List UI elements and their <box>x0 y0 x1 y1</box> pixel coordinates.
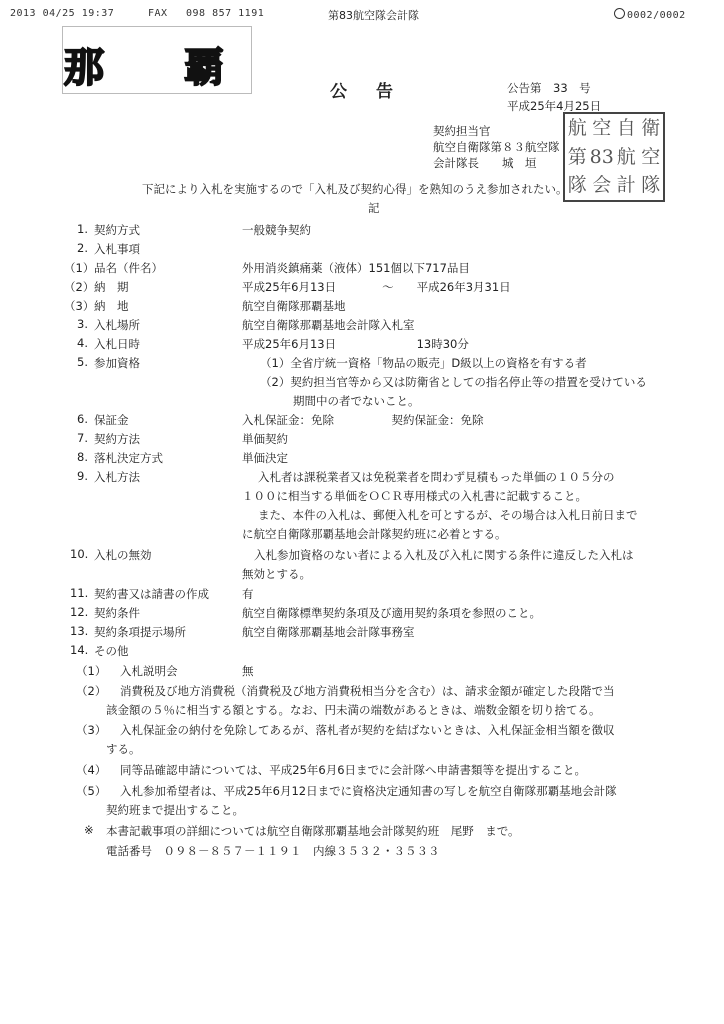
item-label: 入札事項 <box>94 242 140 256</box>
other-line: 契約班まで提出すること。 <box>106 803 244 817</box>
item-num: 11. <box>70 586 89 600</box>
contact-phone: 電話番号 ０９８－８５７－１１９１ 内線３５３２・３５３３ <box>106 844 440 858</box>
item-num: 8. <box>77 450 88 464</box>
stamp-char-2: 覇 <box>184 44 228 91</box>
item-label: 入札方法 <box>94 470 140 484</box>
item-label: 保証金 <box>94 413 129 427</box>
item-num: 13. <box>70 624 89 638</box>
item-value: 入札者は課税業者又は免税業者を問わず見積もった単価の１０５分の <box>258 470 615 484</box>
fax-page-number: 0002/0002 <box>627 10 686 21</box>
item-label: 落札決定方式 <box>94 451 163 465</box>
item-label: 納 地 <box>94 299 129 313</box>
item-label: 入札日時 <box>94 337 140 351</box>
officer-title: 契約担当官 <box>433 124 491 138</box>
item-num: 9. <box>77 469 88 483</box>
note-line1: 本書記載事項の詳細については航空自衛隊那覇基地会計隊契約班 尾野 まで。 <box>106 824 520 838</box>
ki-mark: 記 <box>368 201 380 215</box>
intro-text: 下記により入札を実施するので「入札及び契約心得」を熟知のうえ参加されたい。 <box>142 182 568 196</box>
other-line: する。 <box>106 742 141 756</box>
item-label: 契約方法 <box>94 432 140 446</box>
item-num: 6. <box>77 412 88 426</box>
fax-sender: 第83航空隊会計隊 <box>328 9 419 22</box>
fax-icon <box>614 8 625 19</box>
document-title: 公 告 <box>330 82 399 102</box>
item-num: 1. <box>77 222 88 236</box>
other-num: （5） <box>76 784 107 798</box>
item-value: 航空自衛隊標準契約条項及び適用契約条項を参照のこと。 <box>242 606 541 620</box>
other-line: 消費税及び地方消費税（消費税及び地方消費税相当分を含む）は、請求金額が確定した段階で当 <box>120 684 615 698</box>
notice-date: 平成25年4月25日 <box>507 99 602 113</box>
other-num: （4） <box>76 763 107 777</box>
item-label: 参加資格 <box>94 356 140 370</box>
fax-label: FAX <box>148 8 168 19</box>
stamp-char-1: 那 <box>64 44 108 91</box>
seal-char: 計 <box>616 174 636 197</box>
item5-line3: 期間中の者でないこと。 <box>293 394 420 408</box>
item9-line2: １００に相当する単価をＯＣＲ専用様式の入札書に記載すること。 <box>242 489 587 503</box>
item-label: 入札場所 <box>94 318 140 332</box>
seal-char: 隊 <box>641 174 661 197</box>
item-label: その他 <box>94 644 129 658</box>
other-line: 同等品確認申請については、平成25年6月6日までに会計隊へ申請書類等を提出すること。 <box>120 763 587 777</box>
item-num: 14. <box>70 643 89 657</box>
item-label: 入札の無効 <box>94 548 152 562</box>
item-label: 契約方式 <box>94 223 140 237</box>
seal-char: 自 <box>616 117 636 139</box>
item-value: 有 <box>242 587 254 601</box>
item-num: 7. <box>77 431 88 445</box>
other-num: （3） <box>76 723 107 737</box>
fax-datetime: 2013 04/25 19:37 <box>10 8 115 19</box>
item-value: 単価決定 <box>242 451 288 465</box>
item-value: 一般競争契約 <box>242 223 311 237</box>
other-num: （1） <box>76 664 107 678</box>
item-value: 単価契約 <box>242 432 288 446</box>
seal-char: 空 <box>641 145 661 168</box>
seal-char: 航 <box>567 117 587 139</box>
item-num: 10. <box>70 547 89 561</box>
item-num: （2） <box>64 280 95 294</box>
seal-char: 航 <box>616 145 636 168</box>
item-value: 入札保証金：免除 契約保証金：免除 <box>242 413 484 427</box>
item-label: 契約条件 <box>94 606 140 620</box>
seal-char: 隊 <box>567 174 587 197</box>
item-num: 2. <box>77 241 88 255</box>
item-num: （1） <box>64 261 95 275</box>
item-label: 契約書又は請書の作成 <box>94 587 209 601</box>
fax-page <box>614 8 686 21</box>
item-value: 外用消炎鎮痛薬（液体）151個以下717品目 <box>242 261 470 275</box>
other-line: 該金額の５％に相当する額とする。なお、円未満の端数があるときは、端数金額を切り捨てる。 <box>106 703 601 717</box>
seal-char: 空 <box>592 117 612 139</box>
other-line: 入札参加希望者は、平成25年6月12日までに資格決定通知書の写しを航空自衛隊那覇基地会計隊 <box>120 784 617 798</box>
notice-number: 公告第 33 号 <box>507 81 591 95</box>
officer-name: 会計隊長 城 垣 <box>433 156 537 170</box>
item-value: 航空自衛隊那覇基地会計隊入札室 <box>242 318 415 332</box>
item-value: （1）全省庁統一資格「物品の販売」D級以上の資格を有する者 <box>260 356 587 370</box>
item9-line4: に航空自衛隊那覇基地会計隊契約班に必着とする。 <box>242 527 507 541</box>
item-num: 5. <box>77 355 88 369</box>
seal-char: 第 <box>567 145 587 168</box>
seal-char: 衛 <box>641 117 661 139</box>
item-num: 4. <box>77 336 88 350</box>
item-value: 航空自衛隊那覇基地会計隊事務室 <box>242 625 415 639</box>
item-num: 3. <box>77 317 88 331</box>
item-label: 品名（件名） <box>94 261 163 275</box>
item5-line2: （2）契約担当官等から又は防衛省としての指名停止等の措置を受けている <box>260 375 647 389</box>
item10-line2: 無効とする。 <box>242 567 311 581</box>
item-num: 12. <box>70 605 89 619</box>
other-num: （2） <box>76 684 107 698</box>
other-value: 無 <box>242 664 254 678</box>
item-value: 航空自衛隊那覇基地 <box>242 299 346 313</box>
officer-unit: 航空自衛隊第８３航空隊 <box>433 140 560 154</box>
other-label: 入札説明会 <box>120 664 178 678</box>
note-mark: ※ <box>84 823 94 837</box>
item-num: （3） <box>64 299 95 313</box>
fax-number: 098 857 1191 <box>186 8 265 19</box>
item9-line3: また、本件の入札は、郵便入札を可とするが、その場合は入札日前日まで <box>258 508 638 522</box>
item-value: 入札参加資格のない者による入札及び入札に関する条件に違反した入札は <box>254 548 634 562</box>
seal-char: 83 <box>589 145 614 168</box>
seal-char: 会 <box>592 174 612 197</box>
item-label: 契約条項提示場所 <box>94 625 186 639</box>
item-label: 納 期 <box>94 280 129 294</box>
official-seal <box>563 112 665 202</box>
item-value: 平成25年6月13日 13時30分 <box>242 337 469 351</box>
item-value: 平成25年6月13日 〜 平成26年3月31日 <box>242 280 511 294</box>
other-line: 入札保証金の納付を免除してあるが、落札者が契約を結ばないときは、入札保証金相当額を徴収 <box>120 723 615 737</box>
